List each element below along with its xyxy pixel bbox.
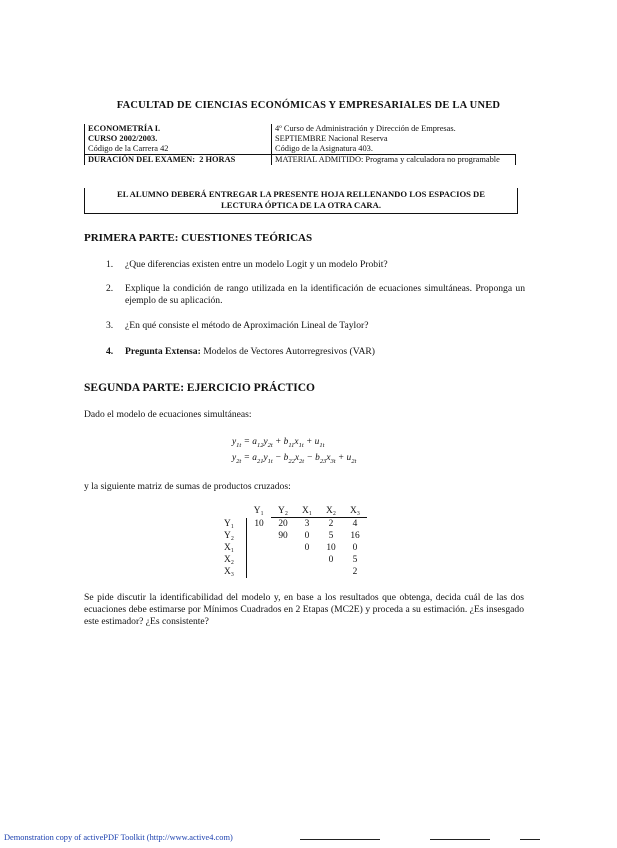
question-text: ¿En qué consiste el método de Aproximación Lineal de Taylor? [125, 320, 369, 331]
question-label: Pregunta Extensa: [125, 346, 201, 357]
row-header: Y₂ [224, 531, 235, 541]
career-code: Código de la Carrera 42 [85, 144, 272, 155]
col-header: Y₁ [253, 506, 264, 517]
question-2 [106, 283, 526, 309]
exam-session-detail: Nacional Reserva [328, 134, 388, 143]
question-number: 1. [106, 259, 114, 270]
row-header: X₂ [224, 555, 235, 565]
exam-session: SEPTIEMBRE [275, 134, 327, 143]
matrix-cell: 2 [352, 567, 358, 577]
part1-title: PRIMERA PARTE: CUESTIONES TEÓRICAS [84, 232, 313, 244]
matrix-cell: 5 [328, 531, 334, 541]
question-number: 4. [106, 346, 114, 357]
matrix-cell: 5 [352, 555, 358, 565]
matrix-cell: 90 [278, 531, 288, 541]
question-text: ¿Que diferencias existen entre un modelo Logit y un modelo Probit? [125, 259, 388, 270]
matrix-cell [247, 530, 272, 542]
row-header: X₃ [224, 567, 235, 577]
row-header: X₁ [224, 543, 235, 553]
equation-1: $y_{1t} = a_{12}y_{2t} + b_{11}x_{1t} + u_{1t}$ [232, 437, 325, 449]
program-name: 4º Curso de Administración y Dirección de Empresas. [272, 124, 516, 134]
part2-title: SEGUNDA PARTE: EJERCICIO PRÁCTICO [84, 382, 316, 394]
matrix-cell: 16 [350, 531, 360, 541]
col-header: X₁ [295, 505, 319, 518]
duration-value: 2 HORAS [199, 155, 236, 164]
matrix-cell [295, 566, 319, 578]
matrix-intro: y la siguiente matriz de sumas de productos cruzados: [84, 481, 291, 492]
row-header: Y₁ [224, 518, 235, 529]
equation-2: $y_{2t} = a_{21}y_{1t} - b_{22}x_{2t} - b_{23}x_{3t} + u_{2t}$ [232, 453, 357, 465]
col-header: Y₂ [271, 505, 295, 518]
matrix-cell: 4 [352, 519, 358, 529]
material-label: MATERIAL ADMITIDO: [275, 155, 364, 164]
subject-name: ECONOMETRÍA I. [85, 124, 272, 134]
footer-rule [300, 839, 380, 840]
matrix-cell [295, 554, 319, 566]
question-text: Explique la condición de rango utilizada en la identificación de ecuaciones simultáneas. Proponga un ejemplo de su aplicación. [125, 283, 525, 306]
question-number: 3. [106, 320, 114, 331]
instructions-box [84, 188, 518, 214]
model-intro: Dado el modelo de ecuaciones simultáneas: [84, 409, 252, 420]
matrix-cell: 0 [304, 531, 310, 541]
matrix-cell: 10 [247, 518, 272, 531]
matrix-cell [271, 554, 295, 566]
matrix-cell: 20 [278, 519, 288, 529]
instruction-line-2: LECTURA ÓPTICA DE LA OTRA CARA. [221, 200, 381, 210]
question-4 [106, 346, 526, 360]
subject-code: Código de la Asignatura 403. [272, 144, 516, 155]
matrix-cell [247, 554, 272, 566]
matrix-cell: 2 [328, 519, 334, 529]
footer-rule [520, 839, 540, 840]
duration-label: DURACIÓN DEL EXAMEN: [88, 155, 196, 164]
instruction-line-1: EL ALUMNO DEBERÁ ENTREGAR LA PRESENTE HOJA RELLENANDO LOS ESPACIOS DE [116, 189, 485, 199]
matrix-cell: 10 [326, 543, 336, 553]
cross-products-matrix [224, 505, 367, 578]
question-text: Modelos de Vectores Autorregresivos (VAR) [203, 346, 375, 357]
matrix-cell [247, 542, 272, 554]
question-3 [106, 320, 526, 334]
footer-rule [430, 839, 490, 840]
question-1 [106, 259, 526, 273]
question-number: 2. [106, 283, 114, 294]
col-header: X₂ [319, 505, 343, 518]
task-statement: Se pide discutir la identificabilidad del modelo y, en base a los resultados que obtenga, decida cuál de las dos ecuaciones debe estimarse por Mínimos Cuadrados en 2 Etapas (MC2E) y proceda a su estimación. ¿Es insesgado este estimador? ¿Es consistente? [84, 592, 524, 627]
col-header: X₃ [343, 505, 367, 518]
matrix-cell [271, 566, 295, 578]
matrix-cell: 0 [352, 543, 358, 553]
matrix-cell: 0 [328, 555, 334, 565]
course-year: CURSO 2002/2003. [85, 134, 272, 144]
watermark-footer: Demonstration copy of activePDF Toolkit (http://www.active4.com) [4, 833, 233, 842]
matrix-cell: 3 [304, 519, 310, 529]
matrix-cell: 0 [304, 543, 310, 553]
matrix-cell [319, 566, 343, 578]
faculty-heading: FACULTAD DE CIENCIAS ECONÓMICAS Y EMPRESARIALES DE LA UNED [116, 100, 501, 111]
matrix-cell [271, 542, 295, 554]
exam-info-table [84, 124, 516, 165]
material-value: Programa y calculadora no programable [365, 155, 500, 164]
matrix-cell [247, 566, 272, 578]
